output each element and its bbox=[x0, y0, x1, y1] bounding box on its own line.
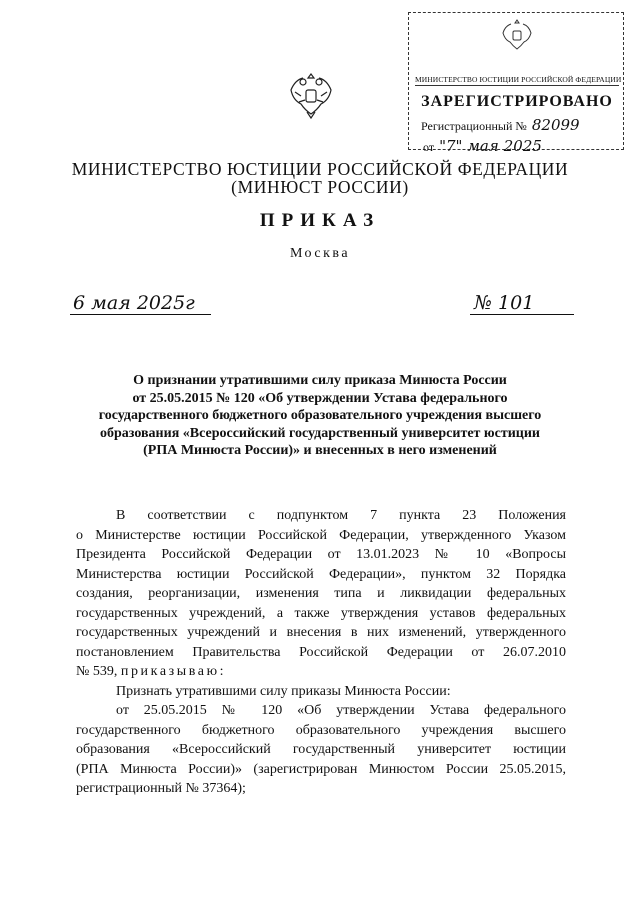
body-line: постановлением Правительства Российской Федерации от 26.07.2010 bbox=[76, 644, 566, 660]
title-line: (РПА Минюста России)» и внесенных в него изменений bbox=[143, 443, 497, 458]
stamp-reg-label: Регистрационный № bbox=[421, 119, 527, 133]
body-line: образования «Всероссийский государственный университет юстиции bbox=[76, 742, 566, 757]
title-line: государственного бюджетного образовательного учреждения высшего bbox=[98, 408, 542, 423]
body-line: Президента Российской Федерации от 13.01.2023 № 10 «Вопросы bbox=[76, 547, 566, 562]
body-line: Признать утратившими силу приказы Минюста России: bbox=[116, 683, 451, 699]
body-line: В соответствии с подпунктом 7 пункта 23 Положения bbox=[116, 508, 566, 523]
body-line: о Министерстве юстиции Российской Федерации, утвержденного Указом bbox=[76, 527, 566, 543]
body-line: создания, реорганизации, изменения типа и ликвидации федеральных bbox=[76, 586, 566, 601]
body-line: государственных учреждений, а также утверждения уставов федеральных bbox=[76, 605, 566, 621]
city: Москва bbox=[289, 246, 351, 261]
stamp-emblem-icon bbox=[499, 17, 535, 53]
body-line bbox=[76, 662, 566, 682]
stamp-date-year: 2025 bbox=[503, 137, 542, 155]
stamp-ministry-name: МИНИСТЕРСТВО ЮСТИЦИИ РОССИЙСКОЙ ФЕДЕРАЦИИ bbox=[415, 75, 622, 84]
body-line: Министерства юстиции Российской Федерации», пунктом 32 Порядка bbox=[76, 566, 566, 582]
stamp-date-month: мая bbox=[467, 137, 499, 155]
title-line: от 25.05.2015 № 120 «Об утверждении Устава федерального bbox=[132, 390, 508, 406]
title-line: О признании утратившими силу приказа Минюста России bbox=[133, 373, 507, 388]
body-line: (РПА Минюста России)» (зарегистрирован Минюстом России 25.05.2015, bbox=[76, 761, 566, 777]
document-title bbox=[80, 372, 560, 460]
body-line: государственного бюджетного образовательного учреждения высшего bbox=[76, 722, 566, 738]
document-type: ПРИКАЗ bbox=[259, 210, 381, 231]
ministry-name: МИНИСТЕРСТВО ЮСТИЦИИ РОССИЙСКОЙ ФЕДЕРАЦИИ bbox=[71, 159, 569, 179]
body-line: от 25.05.2015 № 120 «Об утверждении Устава федерального bbox=[116, 703, 566, 718]
stamp-date-prefix: от bbox=[423, 140, 435, 154]
stamp-reg-number: 82099 bbox=[531, 116, 580, 134]
stamp-date-day: "7" bbox=[439, 137, 463, 155]
ministry-short-name: (МИНЮСТ РОССИИ) bbox=[231, 177, 409, 197]
body-line: государственных учреждений и внесения в них изменений, утвержденного bbox=[76, 625, 566, 640]
stamp-date bbox=[423, 137, 542, 155]
stamp-registered-label: ЗАРЕГИСТРИРОВАНО bbox=[421, 93, 613, 110]
order-directive: приказываю: bbox=[120, 664, 227, 679]
coat-of-arms-emblem bbox=[285, 68, 337, 122]
order-date: 6 мая 2025г bbox=[70, 292, 211, 315]
registration-stamp bbox=[408, 12, 624, 155]
body-line: регистрационный № 37364); bbox=[76, 781, 246, 796]
document-body bbox=[76, 506, 566, 799]
order-number: № 101 bbox=[470, 292, 574, 315]
title-line: образования «Всероссийский государственный университет юстиции bbox=[100, 425, 540, 441]
body-text: № 539, bbox=[76, 664, 118, 679]
stamp-registration-number bbox=[421, 116, 580, 134]
